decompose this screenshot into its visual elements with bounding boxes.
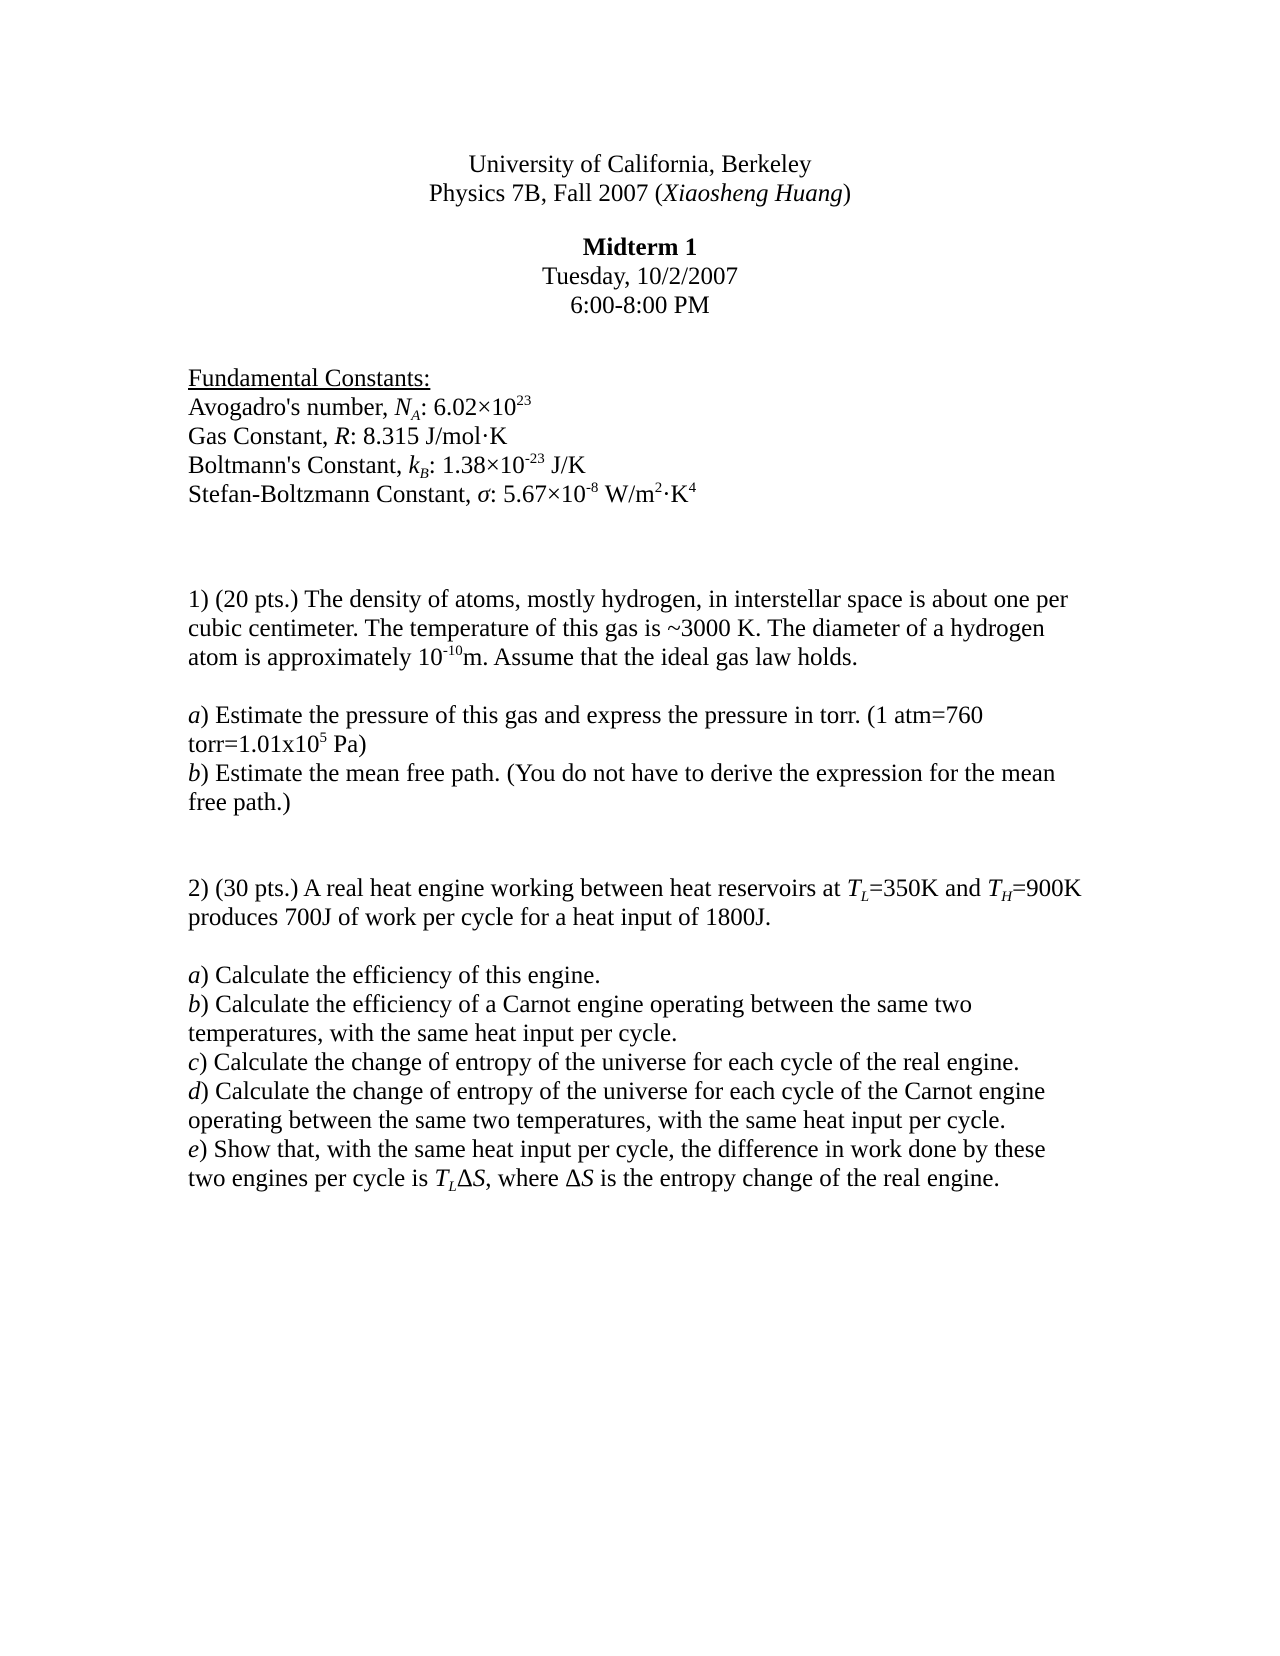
exam-time: 6:00-8:00 PM — [570, 292, 710, 319]
university-name: University of California, Berkeley — [468, 151, 812, 178]
constant-avogadro: Avogadro's number, $N_A$: $6.02\times 10^{23}$ — [188, 393, 532, 424]
course-name: Physics 7B, Fall 2007 ( — [428, 180, 663, 207]
problem-1a-cont: $torr=1.01x10^5$ Pa) — [188, 730, 367, 758]
problem-1-intro-line-1: 1) (20 pts.) The density of atoms, mostly hydrogen, in interstellar space is about one per — [188, 586, 1068, 613]
problem-1b-cont: free path.) — [188, 789, 291, 816]
exam-header — [0, 150, 1280, 320]
problem-1b: b) Estimate the mean free path. (You do not have to derive the expression for the mean — [188, 760, 1056, 787]
instructor-name: Xiaosheng Huang — [662, 180, 843, 207]
problem-2-intro-line-1: 2) (30 pts.) A real heat engine working between heat reservoirs at $T_L=350K$ and $T_H=900K$ — [188, 875, 1082, 905]
problem-2c: c) Calculate the change of entropy of the universe for each cycle of the real engine. — [188, 1049, 1020, 1076]
problem-2b: b) Calculate the efficiency of a Carnot engine operating between the same two — [188, 991, 972, 1018]
problem-2b-cont: temperatures, with the same heat input per cycle. — [188, 1020, 678, 1047]
problem-1a: a) Estimate the pressure of this gas and express the pressure in torr. (1 atm=760 — [188, 702, 984, 729]
problem-2d-cont: operating between the same two temperatures, with the same heat input per cycle. — [188, 1107, 1006, 1134]
constant-stefan: Stefan-Boltzmann Constant, σ: $5.67\times 10^{-8}$ $W/m^2\cdot K^4$ — [188, 480, 697, 508]
problem-2a: a) Calculate the efficiency of this engine. — [188, 962, 601, 989]
problem-2 — [188, 874, 1108, 1193]
problem-1 — [188, 585, 1108, 817]
constant-boltzmann: Boltmann's Constant, $k_B$: $1.38\times 10^{-23}$ J/K — [188, 451, 586, 482]
course-line — [0, 179, 1280, 208]
problem-2e-cont: two engines per cycle is $T_L\Delta S$, where ΔS is the entropy change of the real engine. — [188, 1165, 1000, 1195]
problem-2d: d) Calculate the change of entropy of the universe for each cycle of the Carnot engine — [188, 1078, 1046, 1105]
constants-section — [188, 364, 1108, 509]
course-close: ) — [842, 180, 852, 207]
exam-date: Tuesday, 10/2/2007 — [541, 263, 739, 290]
exam-title: Midterm 1 — [582, 234, 698, 261]
problem-2e: e) Show that, with the same heat input per cycle, the difference in work done by these — [188, 1136, 1046, 1163]
problem-1-intro-line-3: atom is approximately $10^{-10}m$. Assume that the ideal gas law holds. — [188, 643, 858, 671]
constants-heading: Fundamental Constants: — [188, 365, 431, 392]
problem-1-intro-line-2: cubic centimeter. The temperature of this gas is ~3000 K. The diameter of a hydrogen — [188, 615, 1045, 642]
problem-2-intro-line-2: produces 700J of work per cycle for a heat input of 1800J. — [188, 904, 772, 931]
constant-gas: Gas Constant, R: 8.315 J/mol·K — [188, 423, 508, 450]
